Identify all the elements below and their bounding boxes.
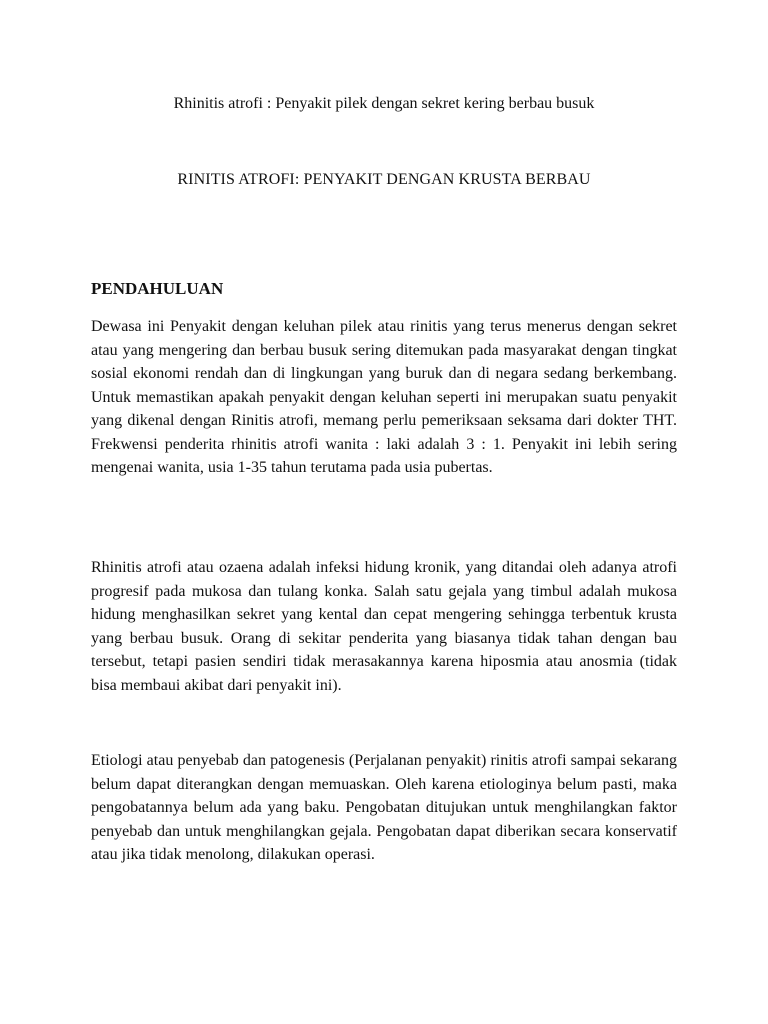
paragraph-definition: Rhinitis atrofi atau ozaena adalah infeksi hidung kronik, yang ditandai oleh adanya atrofi progresif pada mukosa dan tulang konka. Salah satu gejala yang timbul adalah mukosa hidung menghasilkan sekret yang kental dan cepat mengering sehingga terbentuk krusta yang berbau busuk. Orang di sekitar penderita yang biasanya tidak tahan dengan bau tersebut, tetapi pasien sendiri tidak merasakannya karena hiposmia atau anosmia (tidak bisa membaui akibat dari penyakit ini). — [91, 559, 677, 694]
document-title: Rhinitis atrofi : Penyakit pilek dengan sekret kering berbau busuk — [173, 95, 595, 112]
document-subtitle: RINITIS ATROFI: PENYAKIT DENGAN KRUSTA BERBAU — [177, 171, 591, 188]
paragraph-intro: Dewasa ini Penyakit dengan keluhan pilek atau rinitis yang terus menerus dengan sekret atau yang mengering dan berbau busuk sering ditemukan pada masyarakat dengan tingkat sosial ekonomi rendah dan di lingkungan yang buruk dan di negara sedang berkembang. Untuk memastikan apakah penyakit dengan keluhan seperti ini merupakan suatu penyakit yang dikenal dengan Rinitis atrofi, memang perlu pemeriksaan seksama dari dokter THT. Frekwensi penderita rhinitis atrofi wanita : laki adalah 3 : 1. Penyakit ini lebih sering mengenai wanita, usia 1-35 tahun terutama pada usia pubertas. — [91, 318, 677, 476]
paragraph-etiology: Etiologi atau penyebab dan patogenesis (Perjalanan penyakit) rinitis atrofi sampai sekarang belum dapat diterangkan dengan memuaskan. Oleh karena etiologinya belum pasti, maka pengobatannya belum ada yang baku. Pengobatan ditujukan untuk menghilangkan faktor penyebab dan untuk menghilangkan gejala. Pengobatan dapat diberikan secara konservatif atau jika tidak menolong, dilakukan operasi. — [91, 752, 677, 863]
section-heading: PENDAHULUAN — [91, 279, 224, 298]
